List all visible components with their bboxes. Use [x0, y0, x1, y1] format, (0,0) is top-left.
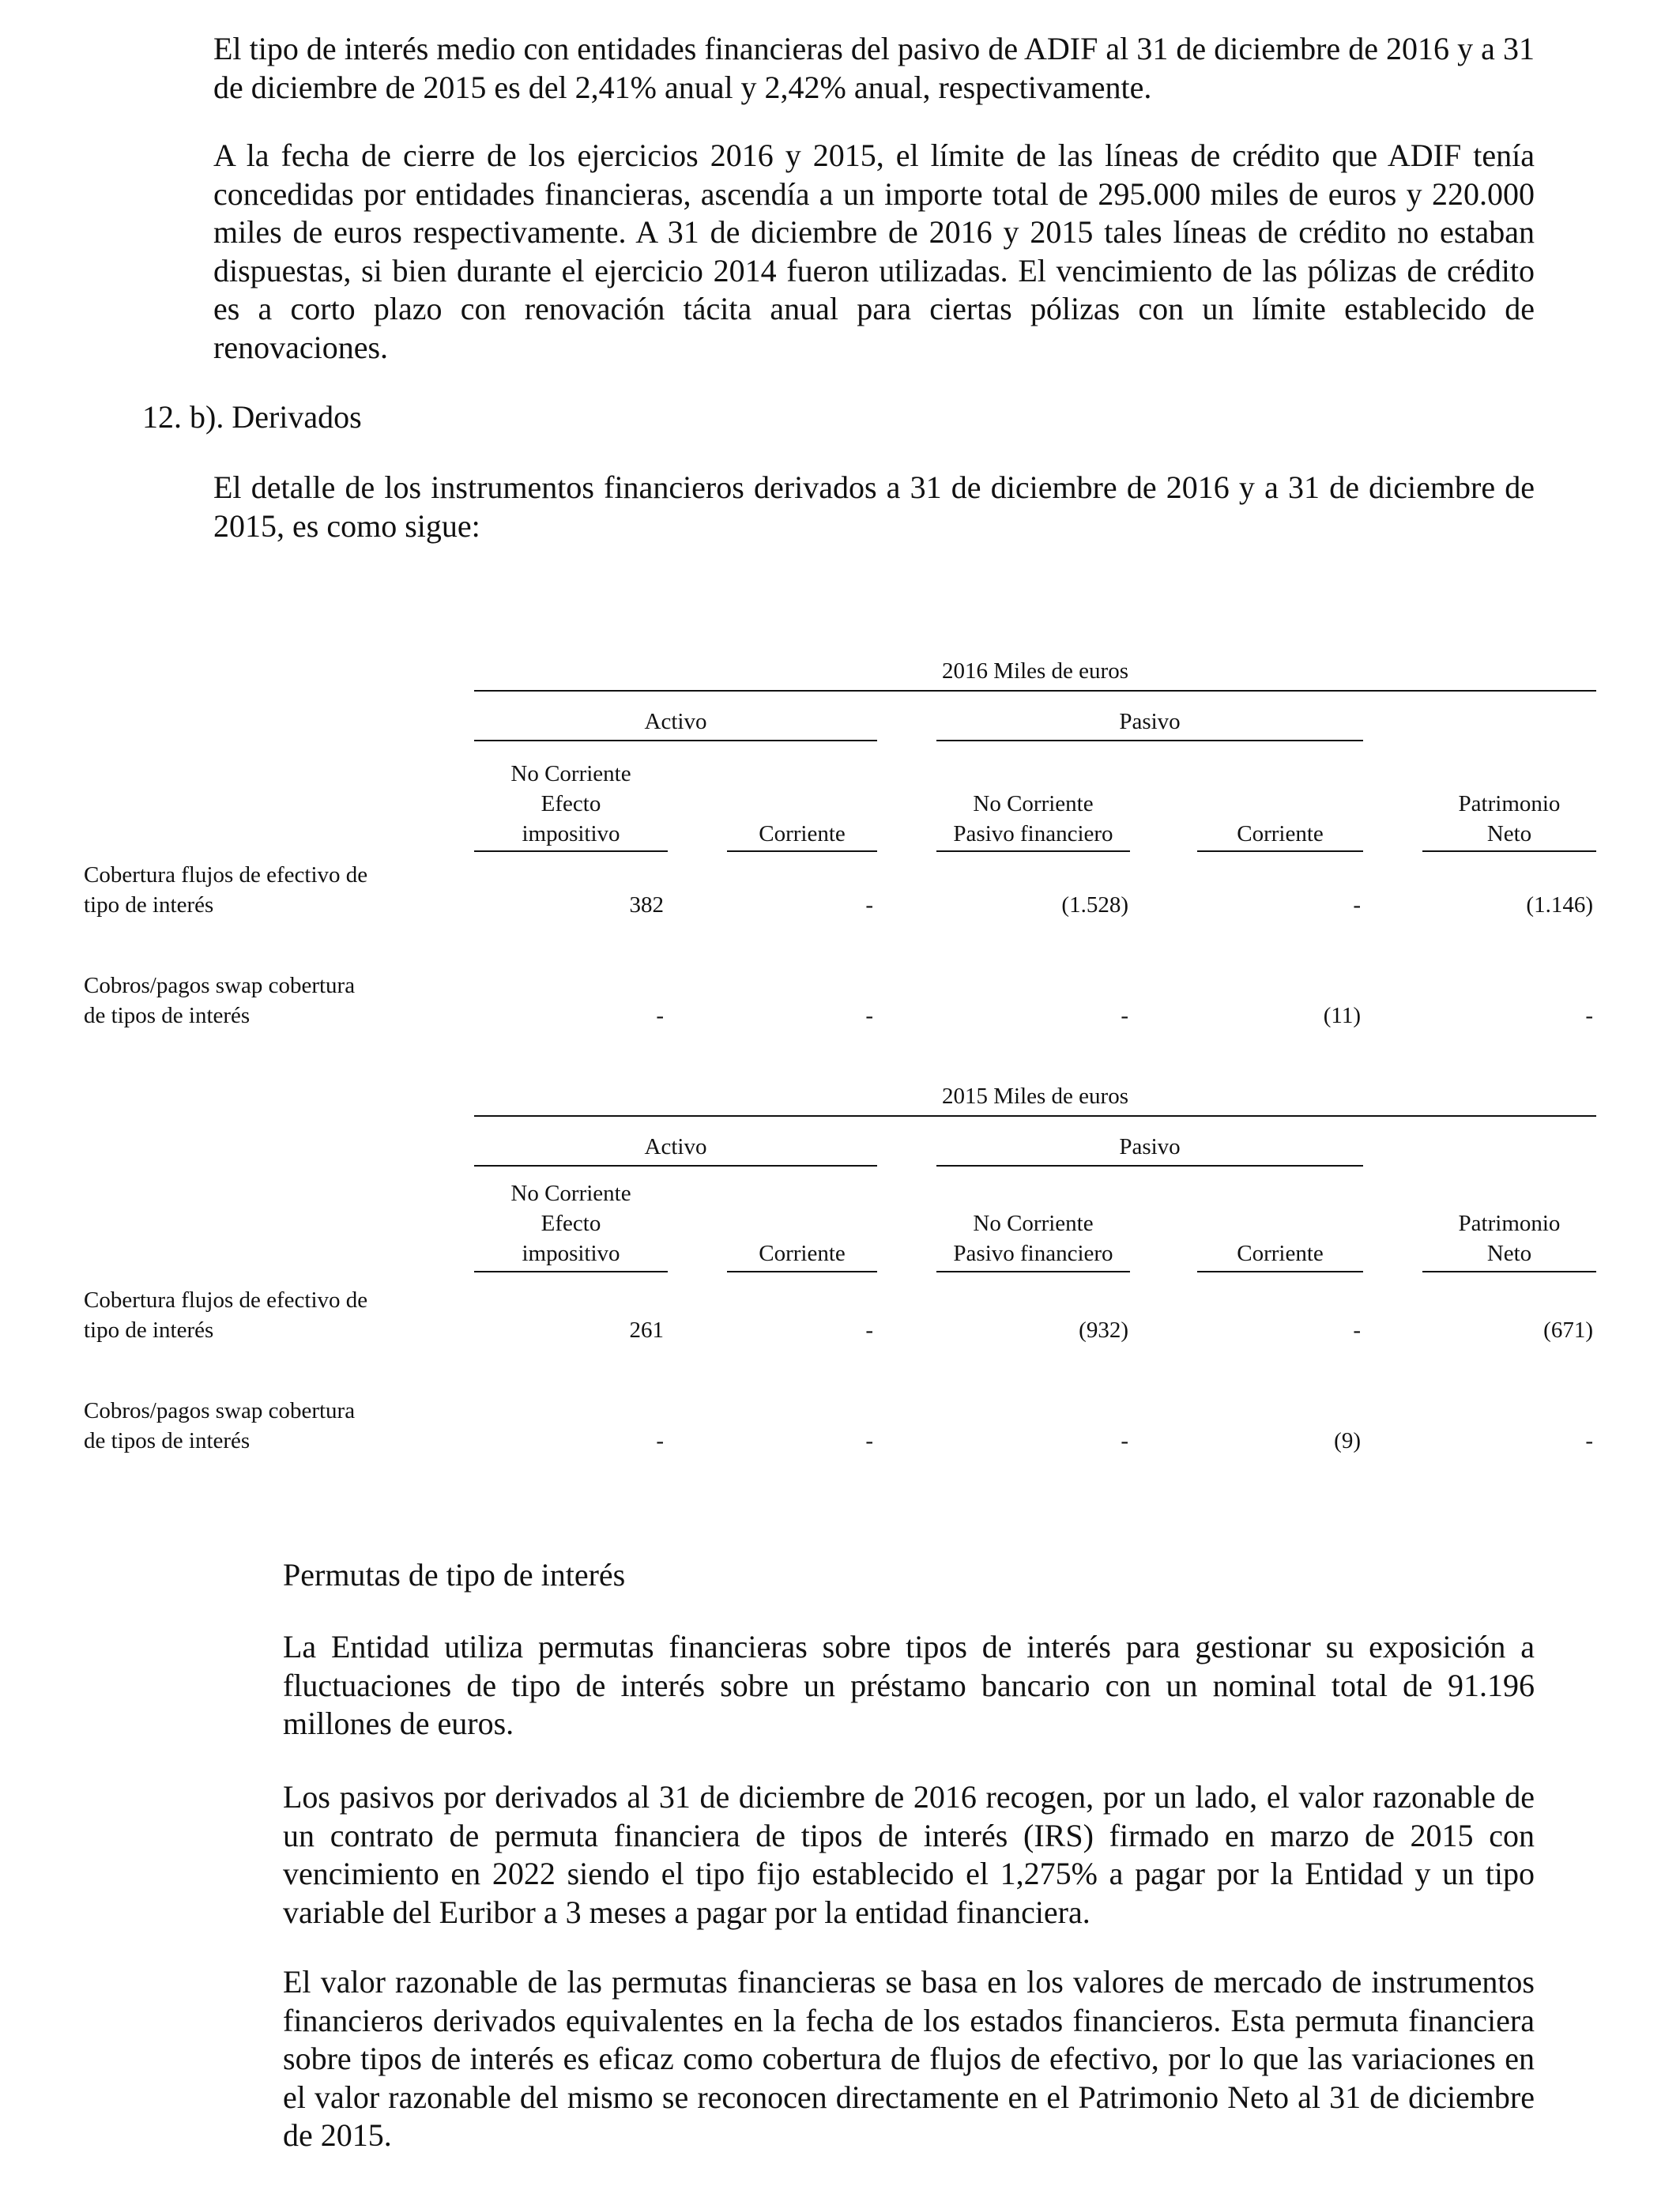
col-rule	[1197, 1271, 1363, 1272]
row-label-cobros-pagos: Cobros/pagos swap cobertura de tipos de interés	[84, 1398, 356, 1453]
table-rule	[474, 1115, 1596, 1117]
cell-value: 382	[629, 892, 664, 918]
cell-value: (11)	[1323, 1003, 1361, 1028]
col-rule	[936, 850, 1130, 852]
cell-value: -	[865, 1428, 873, 1453]
col-header-corriente-activo: Corriente	[759, 1241, 846, 1266]
table-rule	[474, 690, 1596, 692]
col-header-corriente-activo: Corriente	[759, 821, 846, 846]
group-rule-pasivo	[936, 1165, 1363, 1167]
col-rule	[1422, 850, 1596, 852]
col-header-corriente-pasivo: Corriente	[1237, 1241, 1324, 1266]
group-rule-activo	[474, 1165, 877, 1167]
col-header-no-corriente-efecto: No Corriente Efecto impositivo	[510, 761, 631, 846]
col-rule	[727, 850, 877, 852]
col-rule	[1422, 1271, 1596, 1272]
col-header-no-corriente-pasivo: No Corriente Pasivo financiero	[953, 791, 1113, 846]
row-label-cobertura: Cobertura flujos de efectivo de tipo de interés	[84, 1287, 368, 1343]
cell-value: -	[656, 1428, 664, 1453]
col-header-patrimonio-neto: Patrimonio Neto	[1458, 1211, 1561, 1266]
cell-value: -	[1121, 1428, 1128, 1453]
paragraph-derivatives-intro: El detalle de los instrumentos financieros derivados a 31 de diciembre de 2016 y a 31 de diciembre de 2015, es como sigue:	[213, 469, 1535, 544]
group-rule-activo	[474, 740, 877, 741]
paragraph-credit-lines: A la fecha de cierre de los ejercicios 2016 y 2015, el límite de las líneas de crédito que ADIF tenía concedidas por entidades financieras, ascendía a un importe total de 295.000 miles de euros y 220.000 miles de euros respectivamente. A 31 de diciembre de 2016 y 2015 tales líneas de crédito no estaban dispuestas, si bien durante el ejercicio 2014 fueron utilizadas. El vencimiento de las pólizas de crédito es a corto plazo con renovación tácita anual para ciertas pólizas con un límite establecido de renovaciones.	[213, 138, 1535, 365]
row-label-cobertura: Cobertura flujos de efectivo de tipo de interés	[84, 862, 368, 918]
paragraph-valor-razonable: El valor razonable de las permutas financieras se basa en los valores de mercado de instrumentos financieros derivados equivalentes en la fecha de los estados financieros. Esta permuta financiera sobre tipos de interés es eficaz como cobertura de flujos de efectivo, por lo que las variaciones en el valor razonable del mismo se reconocen directamente en el Patrimonio Neto al 31 de diciembre de 2015.	[283, 1964, 1535, 2153]
group-rule-pasivo	[936, 740, 1363, 741]
derivatives-table-2015	[0, 1081, 1680, 1492]
col-header-patrimonio-neto: Patrimonio Neto	[1458, 791, 1561, 846]
cell-value: (932)	[1079, 1318, 1128, 1343]
group-header-activo: Activo	[644, 1134, 707, 1159]
cell-value: (1.146)	[1526, 892, 1593, 918]
group-header-pasivo: Pasivo	[1119, 1134, 1181, 1159]
paragraph-permutas-use: La Entidad utiliza permutas financieras sobre tipos de interés para gestionar su exposición a fluctuaciones de tipo de interés sobre un préstamo bancario con un nominal total de 91.196 millones de euros.	[283, 1629, 1535, 1741]
cell-value: (671)	[1543, 1318, 1593, 1343]
cell-value: (9)	[1334, 1428, 1361, 1453]
group-header-activo: Activo	[644, 709, 707, 734]
paragraph-interest-rate: El tipo de interés medio con entidades financieras del pasivo de ADIF al 31 de diciembre de 2016 y a 31 de diciembre de 2015 es del 2,41% anual y 2,42% anual, respectivamente.	[213, 31, 1535, 105]
col-rule	[474, 1271, 668, 1272]
row-label-cobros-pagos: Cobros/pagos swap cobertura de tipos de interés	[84, 973, 356, 1028]
group-header-pasivo: Pasivo	[1119, 709, 1181, 734]
cell-value: -	[1353, 1318, 1361, 1343]
section-heading-derivados: 12. b). Derivados	[142, 399, 362, 435]
cell-value: -	[1353, 892, 1361, 918]
cell-value: -	[1121, 1003, 1128, 1028]
cell-value: (1.528)	[1061, 892, 1128, 918]
subheading-permutas: Permutas de tipo de interés	[283, 1557, 626, 1593]
cell-value: 261	[629, 1318, 664, 1343]
col-rule	[474, 850, 668, 852]
cell-value: -	[1585, 1003, 1593, 1028]
table-title: 2016 Miles de euros	[942, 658, 1128, 684]
cell-value: -	[865, 892, 873, 918]
cell-value: -	[865, 1318, 873, 1343]
col-rule	[936, 1271, 1130, 1272]
cell-value: -	[656, 1003, 664, 1028]
cell-value: -	[865, 1003, 873, 1028]
col-header-no-corriente-pasivo: No Corriente Pasivo financiero	[953, 1211, 1113, 1266]
col-header-no-corriente-efecto: No Corriente Efecto impositivo	[510, 1181, 631, 1266]
table-title: 2015 Miles de euros	[942, 1084, 1128, 1109]
col-rule	[727, 1271, 877, 1272]
cell-value: -	[1585, 1428, 1593, 1453]
col-header-corriente-pasivo: Corriente	[1237, 821, 1324, 846]
derivatives-table-2016	[0, 656, 1680, 1067]
paragraph-pasivos-derivados: Los pasivos por derivados al 31 de diciembre de 2016 recogen, por un lado, el valor razonable de un contrato de permuta financiera de tipos de interés (IRS) firmado en marzo de 2015 con vencimiento en 2022 siendo el tipo fijo establecido el 1,275% a pagar por la Entidad y un tipo variable del Euribor a 3 meses a pagar por la entidad financiera.	[283, 1779, 1535, 1930]
col-rule	[1197, 850, 1363, 852]
